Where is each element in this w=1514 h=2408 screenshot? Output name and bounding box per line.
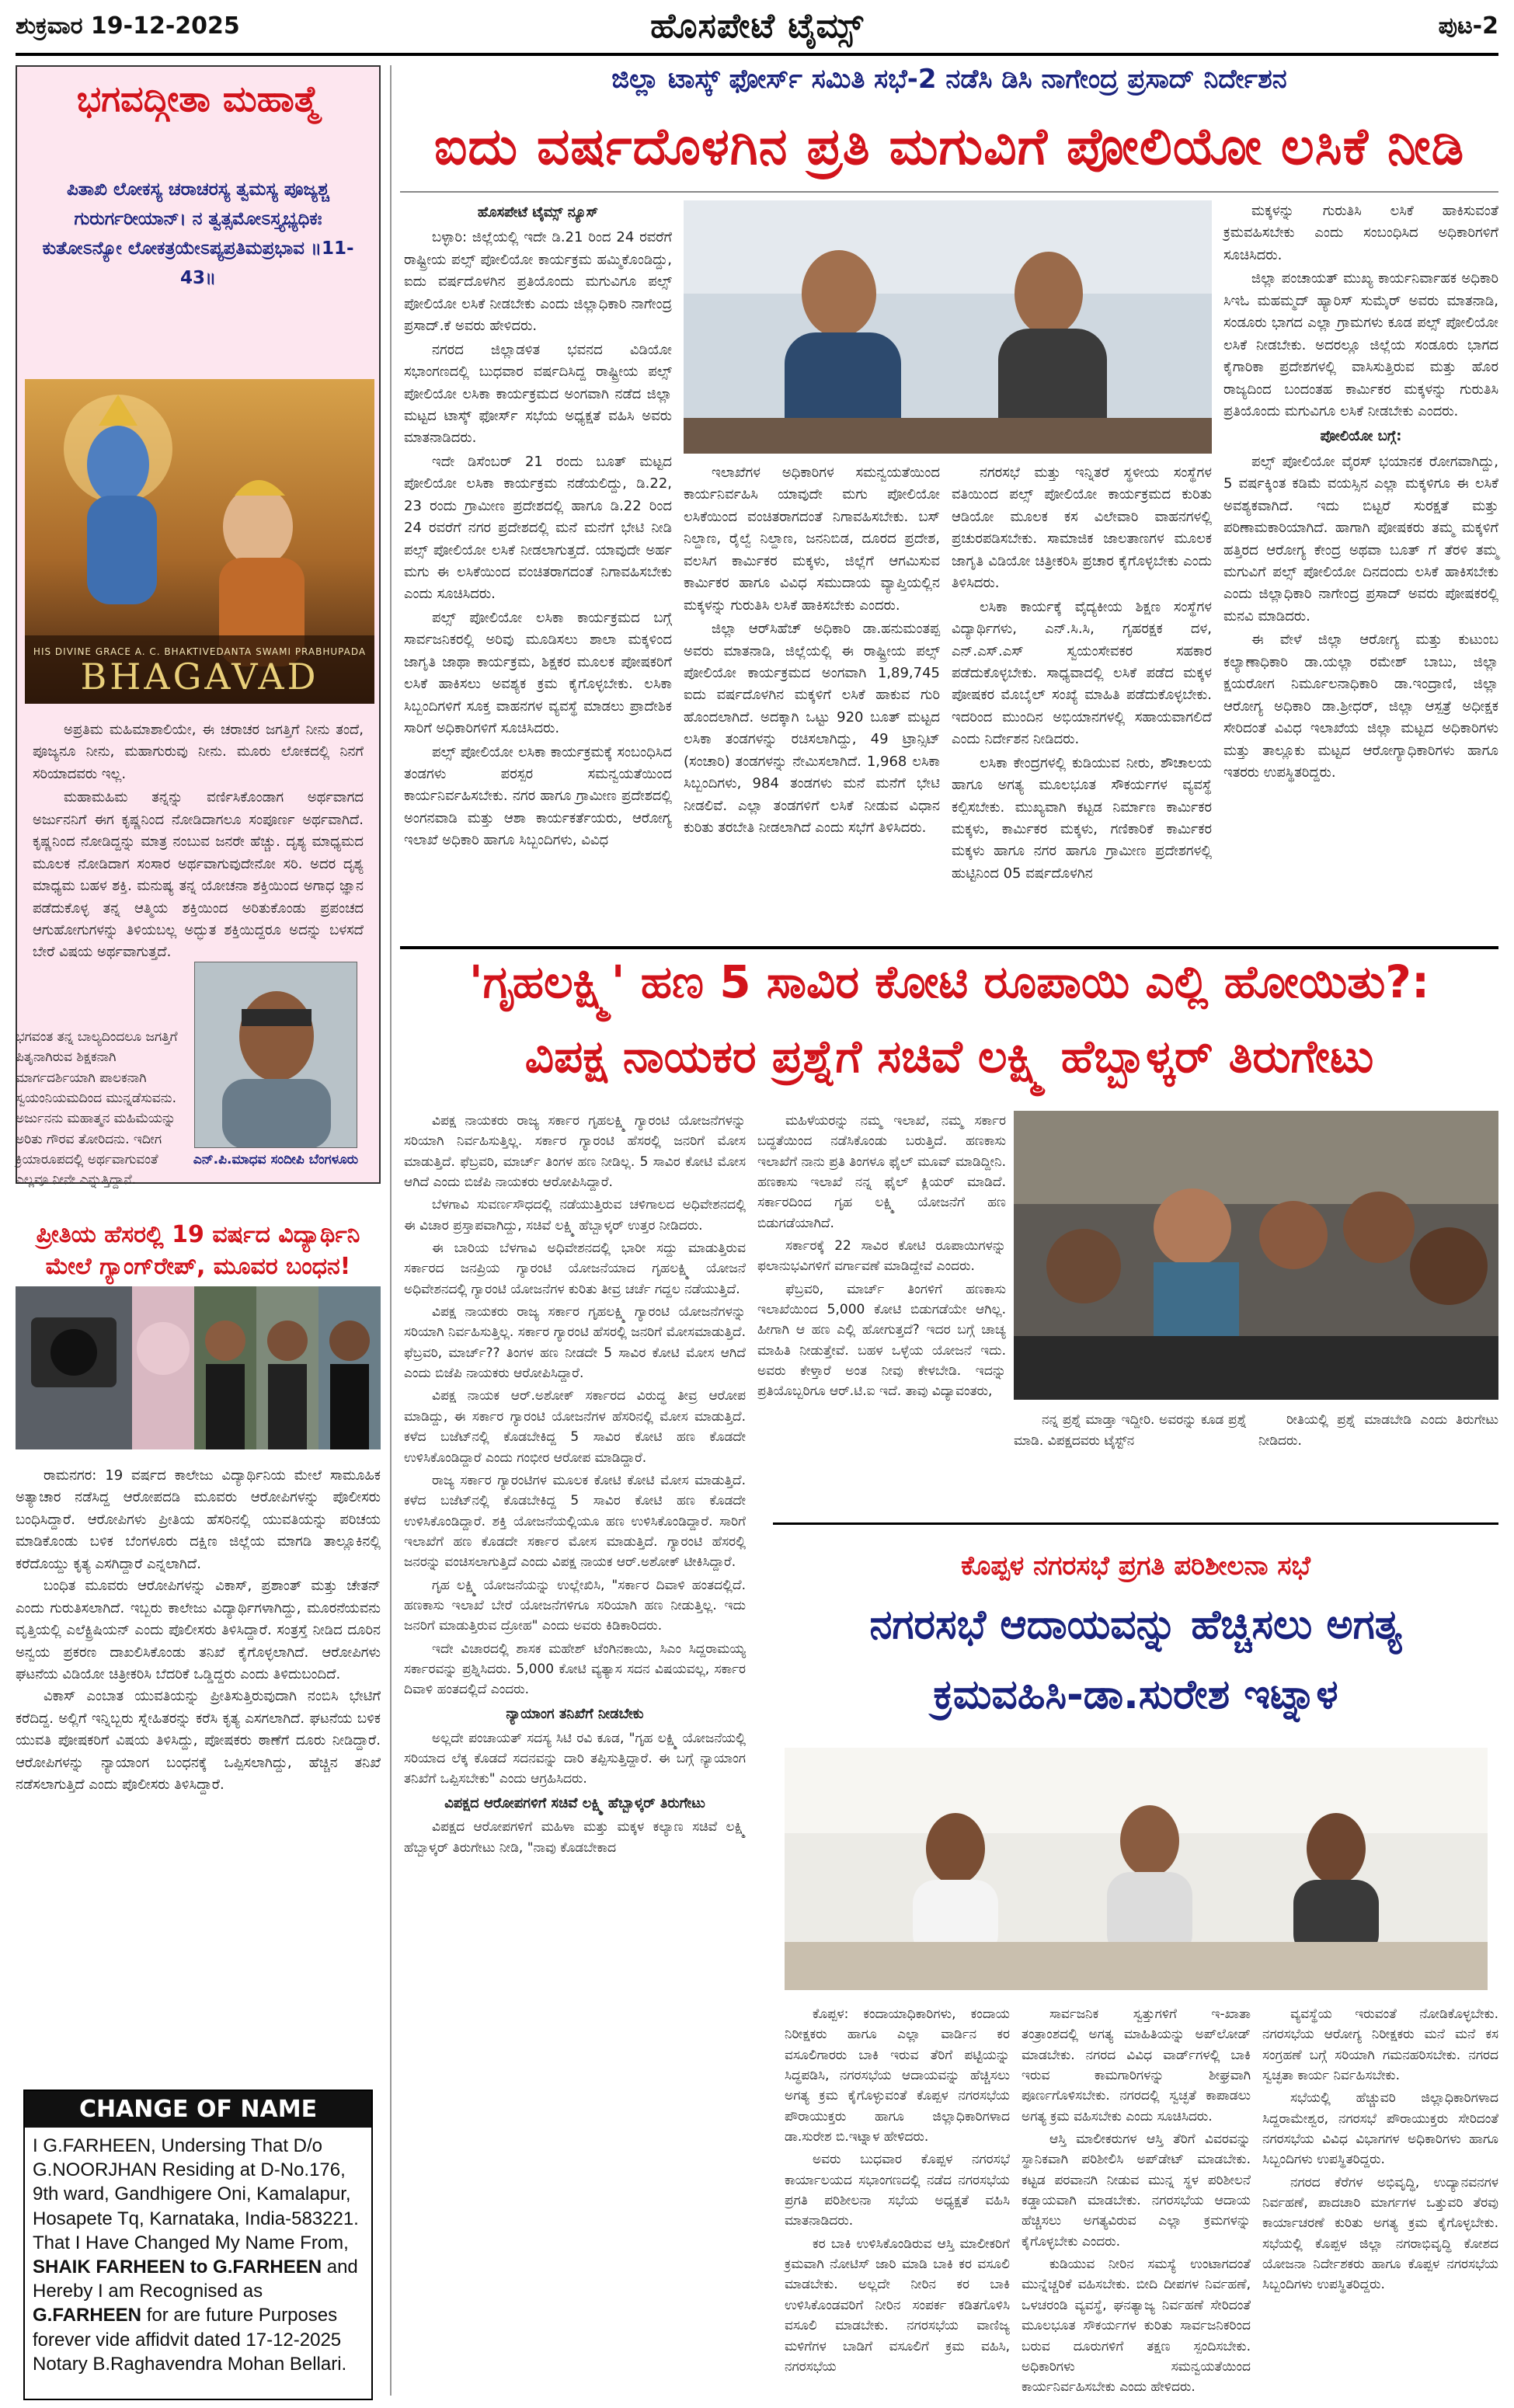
story3-photo [785,1748,1488,1990]
story-paragraph: ವಿಕಾಸ್ ಎಂಬಾತ ಯುವತಿಯನ್ನು ಪ್ರೀತಿಸುತ್ತಿರುವುದಾಗಿ ನಂಬಿಸಿ ಭೇಟಿಗೆ ಕರೆದಿದ್ದ. ಅಲ್ಲಿಗೆ ಇನ್ನಿಬ್ಬರು ಸ್ನೇಹಿತರನ್ನು ಕರೆಸಿ ಕೃತ್ಯ ಎಸಗಲಾಗಿದೆ. ಘಟನೆಯ ಬಳಿಕ ಯುವತಿ ಪೋಷಕರಿಗೆ ವಿಷಯ ತಿಳಿಸಿದ್ದು, ಪೋಷಕರು ಠಾಣೆಗೆ ದೂರು ನೀಡಿದ್ದಾರೆ. ಆರೋಪಿಗಳನ್ನು ನ್ಯಾಯಾಂಗ ಬಂಧನಕ್ಕೆ ಒಪ್ಪಿಸಲಾಗಿದ್ದು, ಹೆಚ್ಚಿನ ತನಿಖೆ ನಡೆಸಲಾಗುತ್ತಿದೆ ಎಂದು ಪೊಲೀಸರು ತಿಳಿಸಿದ್ದಾರೆ. [16,1688,381,1794]
story-paragraph: ಆಸ್ತಿ ಮಾಲೀಕರುಗಳ ಆಸ್ತಿ ತೆರಿಗೆ ವಿವರವನ್ನು ಸ್ಥಾನಿಕವಾಗಿ ಪರಿಶೀಲಿಸಿ ಅಪ್‌ಡೇಟ್ ಮಾಡಬೇಕು. ಕಟ್ಟಡ ಪರವಾನಗಿ ನೀಡುವ ಮುನ್ನ ಸ್ಥಳ ಪರಿಶೀಲನೆ ಕಡ್ಡಾಯವಾಗಿ ಮಾಡಬೇಕು. ನಗರಸಭೆಯ ಆದಾಯ ಹೆಚ್ಚಿಸಲು ಅಗತ್ಯವಿರುವ ಎಲ್ಲಾ ಕ್ರಮಗಳನ್ನು ಕೈಗೊಳ್ಳಬೇಕು ಎಂದರು. [1022,2131,1251,2250]
story3-headline-1: ನಗರಸಭೆ ಆದಾಯವನ್ನು ಹೆಚ್ಚಿಸಲು ಅಗತ್ಯ [869,1602,1402,1648]
illustration-caption: HIS DIVINE GRACE A. C. BHAKTIVEDANTA SWAMI PRABHUPADA [33,646,367,657]
story-paragraph: ಪಲ್ಸ್ ಪೋಲಿಯೋ ವೈರಸ್ ಭಯಾನಕ ರೋಗವಾಗಿದ್ದು, 5 ವರ್ಷಕ್ಕಿಂತ ಕಡಿಮೆ ವಯಸ್ಸಿನ ಎಲ್ಲಾ ಮಕ್ಕಳಿಗೂ ಈ ಲಸಿಕೆ ಅವಶ್ಯಕವಾಗಿದೆ. ಇದು ಬಿಟ್ಟರೆ ಸುರಕ್ಷತೆ ಮತ್ತು ಪರಿಣಾಮಕಾರಿಯಾಗಿದೆ. ಹಾಗಾಗಿ ಪೋಷಕರು ತಮ್ಮ ಮಕ್ಕಳಿಗೆ ಹತ್ತಿರದ ಆರೋಗ್ಯ ಕೇಂದ್ರ ಅಥವಾ ಬೂತ್ ಗೆ ತೆರಳಿ ತಮ್ಮ ಮಗುವಿಗೆ ಪಲ್ಸ್ ಪೋಲಿಯೋ ದಿನದಂದು ಲಸಿಕೆ ಹಾಕಿಸಬೇಕು ಎಂದು ಜಿಲ್ಲಾಧಿಕಾರಿ ನಾಗೇಂದ್ರ ಪ್ರಸಾದ್ ಅವರು ಪೋಷಕರಲ್ಲಿ ಮನವಿ ಮಾಡಿದರು. [1223,453,1498,625]
left-story-photo [16,1286,381,1449]
story3-kicker: ಕೊಪ್ಪಳ ನಗರಸಭೆ ಪ್ರಗತಿ ಪರಿಶೀಲನಾ ಸಭೆ [961,1550,1310,1582]
story3-column-2 [1022,2004,1251,2400]
story-paragraph: ಅವರು ಬುಧವಾರ ಕೊಪ್ಪಳ ನಗರಸಭೆ ಕಾರ್ಯಾಲಯದ ಸಭಾಂಗಣದಲ್ಲಿ ನಡೆದ ನಗರಸಭೆಯ ಪ್ರಗತಿ ಪರಿಶೀಲನಾ ಸಭೆಯ ಅಧ್ಯಕ್ಷತೆ ವಹಿಸಿ ಮಾತನಾಡಿದರು. [785,2152,1010,2229]
story2-column-1 [404,1111,746,1860]
gita-text [33,719,364,966]
story2-subhead: ವಿಪಕ್ಷದ ಆರೋಪಗಳಿಗೆ ಸಚಿವೆ ಲಕ್ಷ್ಮಿ ಹೆಬ್ಬಾಳ್ಕರ್ ತಿರುಗೇಟು [444,1794,705,1811]
notice-line: and Hereby I am Recognised as [33,2256,358,2302]
story1-photo [684,200,1212,454]
story-paragraph: ವಿಪಕ್ಷದ ಆರೋಪಗಳಿಗೆ ಮಹಿಳಾ ಮತ್ತು ಮಕ್ಕಳ ಕಲ್ಯಾಣ ಸಚಿವೆ ಲಕ್ಷ್ಮಿ ಹೆಬ್ಬಾಳ್ಕರ್ ತಿರುಗೇಟು ನೀಡಿ, "ನಾವು ಕೊಡಬೇಕಾದ [404,1819,746,1856]
issue-date: ಶುಕ್ರವಾರ 19-12-2025 [16,12,240,40]
story1-kicker: ಜಿಲ್ಲಾ ಟಾಸ್ಕ್ ಫೋರ್ಸ್ ಸಮಿತಿ ಸಭೆ-2 ನಡೆಸಿ ಡಿಸಿ ನಾಗೇಂದ್ರ ಪ್ರಸಾದ್ ನಿರ್ದೇಶನ [611,64,1287,95]
story-paragraph: ಮಕ್ಕಳನ್ನು ಗುರುತಿಸಿ ಲಸಿಕೆ ಹಾಕಿಸುವಂತೆ ಕ್ರಮವಹಿಸಬೇಕು ಎಂದು ಸಂಬಂಧಿಸಿದ ಅಧಿಕಾರಿಗಳಿಗೆ ಸೂಚಿಸಿದರು. [1223,203,1498,263]
story-paragraph: ಕುಡಿಯುವ ನೀರಿನ ಸಮಸ್ಯೆ ಉಂಟಾಗದಂತೆ ಮುನ್ನೆಚ್ಚರಿಕೆ ವಹಿಸಬೇಕು. ಬೀದಿ ದೀಪಗಳ ನಿರ್ವಹಣೆ, ಒಳಚರಂಡಿ ವ್ಯವಸ್ಥೆ, ಘನತ್ಯಾಜ್ಯ ನಿರ್ವಹಣೆ ಸೇರಿದಂತೆ ಮೂಲಭೂತ ಸೌಕರ್ಯಗಳ ಕುರಿತು ಸಾರ್ವಜನಿಕರಿಂದ ಬರುವ ದೂರುಗಳಿಗೆ ತಕ್ಷಣ ಸ್ಪಂದಿಸಬೇಕು. ಅಧಿಕಾರಿಗಳು ಸಮನ್ವಯತೆಯಿಂದ ಕಾರ್ಯನಿರ್ವಹಿಸಬೇಕು ಎಂದು ಹೇಳಿದರು. [1022,2257,1251,2396]
story3-headline-2: ಕ್ರಮವಹಿಸಿ-ಡಾ.ಸುರೇಶ ಇಟ್ನಾಳ [933,1672,1338,1718]
story2-column-4 [1258,1410,1498,1454]
author-name: ಎನ್.ಪಿ.ಮಾಧವ ಸಂದೀಪಿ ಬೆಂಗಳೂರು [193,1152,359,1167]
story-paragraph: ನಗರಸಭೆ ಮತ್ತು ಇನ್ನಿತರೆ ಸ್ಥಳೀಯ ಸಂಸ್ಥೆಗಳ ವತಿಯಿಂದ ಪಲ್ಸ್ ಪೋಲಿಯೋ ಕಾರ್ಯಕ್ರಮದ ಕುರಿತು ಆಡಿಯೋ ಮೂಲಕ ಕಸ ವಿಲೇವಾರಿ ವಾಹನಗಳಲ್ಲಿ ಪ್ರಚುರಪಡಿಸಬೇಕು. ಸಾಮಾಜಿಕ ಜಾಲತಾಣಗಳ ಮೂಲಕ ಜಾಗೃತಿ ವಿಡಿಯೋ ಚಿತ್ರೀಕರಿಸಿ ಪ್ರಚಾರ ಕೈಗೊಳ್ಳಬೇಕು ಎಂದು ತಿಳಿಸಿದರು. [952,465,1212,592]
story1-column-2 [684,462,940,840]
story1-headline: ಐದು ವರ್ಷದೊಳಗಿನ ಪ್ರತಿ ಮಗುವಿಗೆ ಪೋಲಿಯೋ ಲಸಿಕೆ ನೀಡಿ [433,117,1465,176]
story-paragraph: ಗೃಹ ಲಕ್ಷ್ಮಿ ಯೋಜನೆಯನ್ನು ಉಲ್ಲೇಖಿಸಿ, "ಸರ್ಕಾರ ದಿವಾಳಿ ಹಂತದಲ್ಲಿದೆ. ಹಣಕಾಸು ಇಲಾಖೆ ಬೇರೆ ಯೋಜನೆಗಳಿಗೂ ಸರಿಯಾಗಿ ಹಣ ನೀಡುತ್ತಿಲ್ಲ. ಇದು ಜನರಿಗೆ ಮಾಡುತ್ತಿರುವ ದ್ರೋಹ" ಎಂದು ಅವರು ಕಿಡಿಕಾರಿದರು. [404,1577,746,1634]
story-paragraph: ಇದೇ ವಿಚಾರದಲ್ಲಿ ಶಾಸಕ ಮಹೇಶ್ ಟೆಂಗಿನಕಾಯಿ, ಸಿಎಂ ಸಿದ್ದರಾಮಯ್ಯ ಸರ್ಕಾರವನ್ನು ಪ್ರಶ್ನಿಸಿದರು. 5,000 ಕೋಟಿ ವ್ಯತ್ಯಾಸ ಸದನ ವಿಷಯವಲ್ಲ, ಸರ್ಕಾರ ದಿವಾಳಿ ಹಂತದಲ್ಲಿದೆ ಎಂದರು. [404,1641,746,1698]
story-paragraph: ಕರ ಬಾಕಿ ಉಳಿಸಿಕೊಂಡಿರುವ ಆಸ್ತಿ ಮಾಲೀಕರಿಗೆ ಕ್ರಮವಾಗಿ ನೋಟಿಸ್ ಜಾರಿ ಮಾಡಿ ಬಾಕಿ ಕರ ವಸೂಲಿ ಮಾಡಬೇಕು. ಅಲ್ಲದೇ ನೀರಿನ ಕರ ಬಾಕಿ ಉಳಿಸಿಕೊಂಡವರಿಗೆ ನೀರಿನ ಸಂಪರ್ಕ ಕಡಿತಗೊಳಿಸಿ ವಸೂಲಿ ಮಾಡಬೇಕು. ನಗರಸಭೆಯ ವಾಣಿಜ್ಯ ಮಳಿಗೆಗಳ ಬಾಡಿಗೆ ವಸೂಲಿಗೆ ಕ್ರಮ ವಹಿಸಿ, ನಗರಸಭೆಯ [785,2236,1010,2375]
story-paragraph: ನನ್ನ ಪ್ರಶ್ನೆ ಮಾಡ್ತಾ ಇದ್ದೀರಿ. ಅವರನ್ನು ಕೂಡ ಪ್ರಶ್ನೆ ಮಾಡಿ. ವಿಪಕ್ಷದವರು ಟೈಸ್ಟ್‌ನ [1014,1412,1247,1449]
municipal-meeting-photo [785,1748,1488,1990]
story-paragraph: ಅಲ್ಲದೇ ಪಂಚಾಯತ್ ಸದಸ್ಯ ಸಿಟಿ ರವಿ ಕೂಡ, "ಗೃಹ ಲಕ್ಷ್ಮಿ ಯೋಜನೆಯಲ್ಲಿ ಸರಿಯಾದ ಲೆಕ್ಕ ಕೊಡದೆ ಸದನವನ್ನು ದಾರಿ ತಪ್ಪಿಸುತ್ತಿದ್ದಾರೆ. ಈ ಬಗ್ಗೆ ನ್ಯಾಯಾಂಗ ತನಿಖೆಗೆ ಒಪ್ಪಿಸಬೇಕು" ಎಂದು ಆಗ್ರಹಿಸಿದರು. [404,1730,746,1787]
author-portrait [195,962,357,1148]
story-paragraph: ವ್ಯವಸ್ಥೆಯ ಇರುವಂತೆ ನೋಡಿಕೊಳ್ಳಬೇಕು. ನಗರಸಭೆಯ ಆರೋಗ್ಯ ನಿರೀಕ್ಷಕರು ಮನೆ ಮನೆ ಕಸ ಸಂಗ್ರಹಣೆ ಬಗ್ಗೆ ಸರಿಯಾಗಿ ಗಮನಹರಿಸಬೇಕು. ನಗರದ ಸ್ವಚ್ಛತಾ ಕಾರ್ಯ ನಿರ್ವಹಿಸಬೇಕು. [1262,2006,1498,2084]
story-paragraph: ಲಸಿಕಾ ಕೇಂದ್ರಗಳಲ್ಲಿ ಕುಡಿಯುವ ನೀರು, ಶೌಚಾಲಯ ಹಾಗೂ ಅಗತ್ಯ ಮೂಲಭೂತ ಸೌಕರ್ಯಗಳ ವ್ಯವಸ್ಥೆ ಕಲ್ಪಿಸಬೇಕು. ಮುಖ್ಯವಾಗಿ ಕಟ್ಟಡ ನಿರ್ಮಾಣ ಕಾರ್ಮಿಕರ ಮಕ್ಕಳು, ಕಾರ್ಮಿಕರ ಮಕ್ಕಳು, ಗಣಿಕಾರಿಕೆ ಕಾರ್ಮಿಕರ ಮಕ್ಕಳು ಹಾಗೂ ನಗರ ಹಾಗೂ ಗ್ರಾಮೀಣ ಪ್ರದೇಶಗಳಲ್ಲಿ ಹುಟ್ಟಿನಿಂದ 05 ವರ್ಷದೊಳಗಿನ [952,754,1212,882]
notice-title: CHANGE OF NAME [25,2091,371,2128]
change-of-name-notice [23,2090,373,2400]
masthead [16,5,1498,56]
left-story-body [16,1465,381,1797]
story2-photo [1014,1111,1498,1400]
story-paragraph: ಮಹಿಳೆಯರನ್ನು ನಮ್ಮ ಇಲಾಖೆ, ನಮ್ಮ ಸರ್ಕಾರ ಬದ್ಧತೆಯಿಂದ ನಡೆಸಿಕೊಂಡು ಬರುತ್ತಿದೆ. ಹಣಕಾಸು ಇಲಾಖೆಗೆ ನಾನು ಪ್ರತಿ ತಿಂಗಳೂ ಫೈಲ್ ಮೂವ್ ಮಾಡಿದ್ದೀನಿ. ಹಣಕಾಸು ಇಲಾಖೆ ನನ್ನ ಫೈಲ್ ಕ್ಲಿಯರ್ ಮಾಡಿದೆ. ಸರ್ಕಾರದಿಂದ ಗೃಹ ಲಕ್ಷ್ಮಿ ಯೋಜನೆಗೆ ಹಣ ಬಿಡುಗಡೆಯಾಗಿದೆ. [757,1113,1006,1231]
story1-column-4 [1223,200,1498,785]
story1-column-3 [952,462,1212,886]
story-paragraph: ಪಲ್ಸ್ ಪೋಲಿಯೋ ಲಸಿಕಾ ಕಾರ್ಯಕ್ರಮಕ್ಕೆ ಸಂಬಂಧಿಸಿದ ತಂಡಗಳು ಪರಸ್ಪರ ಸಮನ್ವಯತೆಯಿಂದ ಕಾರ್ಯನಿರ್ವಹಿಸಬೇಕು. ನಗರ ಹಾಗೂ ಗ್ರಾಮೀಣ ಪ್ರದೇಶದಲ್ಲಿ ಅಂಗನವಾಡಿ ಮತ್ತು ಆಶಾ ಕಾರ್ಯಕರ್ತೆಯರು, ಆರೋಗ್ಯ ಇಲಾಖೆ ಅಧಿಕಾರಿ ಹಾಗೂ ಸಿಬ್ಬಂದಿಗಳು, ವಿವಿಧ [404,743,672,849]
story-paragraph: ಫೆಬ್ರವರಿ, ಮಾರ್ಚ್ ತಿಂಗಳಿಗೆ ಹಣಕಾಸು ಇಲಾಖೆಯಿಂದ 5,000 ಕೋಟಿ ಬಿಡುಗಡೆಯೇ ಆಗಿಲ್ಲ. ಹೀಗಾಗಿ ಆ ಹಣ ಎಲ್ಲಿ ಹೋಗುತ್ತದೆ? ಇದರ ಬಗ್ಗೆ ಚಾಚ್ಯ ಮಾಹಿತಿ ನೀಡುತ್ತೇವೆ. ಬಹಳ ಒಳ್ಳೆಯ ಯೋಜನೆ ಇದು. ಅವರು ಕೇಳ್ತಾರೆ ಅಂತ ನೀವು ಕೇಳಬೇಡಿ. ಇದನ್ನು ಪ್ರತಿಯೊಬ್ಬರಿಗೂ ಆರ್.ಟಿ.ಐ ಇದೆ. ತಾವು ವಿದ್ಯಾವಂತರು, [757,1281,1006,1400]
story-paragraph: ಸಭೆಯಲ್ಲಿ ಹೆಚ್ಚುವರಿ ಜಿಲ್ಲಾಧಿಕಾರಿಗಳಾದ ಸಿದ್ದರಾಮೇಶ್ವರ, ನಗರಸಭೆ ಪೌರಾಯುಕ್ತರು ಸೇರಿದಂತೆ ನಗರಸಭೆಯ ವಿವಿಧ ವಿಭಾಗಗಳ ಅಧಿಕಾರಿಗಳು ಹಾಗೂ ಸಿಬ್ಬಂದಿಗಳು ಉಪಸ್ಥಿತರಿದ್ದರು. [1262,2090,1498,2168]
story-paragraph: ವಿಪಕ್ಷ ನಾಯಕರು ರಾಜ್ಯ ಸರ್ಕಾರ ಗೃಹಲಕ್ಷ್ಮಿ ಗ್ಯಾರಂಟಿ ಯೋಜನೆಗಳನ್ನು ಸರಿಯಾಗಿ ನಿರ್ವಹಿಸುತ್ತಿಲ್ಲ. ಸರ್ಕಾರ ಗ್ಯಾರಂಟಿ ಹೆಸರಲ್ಲಿ ಜನರಿಗೆ ಮೋಸಮಾಡುತ್ತಿದೆ. ಫೆಬ್ರವರಿ, ಮಾರ್ಚ್?? ತಿಂಗಳ ಹಣ ನೀಡದೇ 5 ಸಾವಿರ ಕೋಟಿ ಮೋಸ ಆಗಿದೆ ಎಂದು ಬಿಜೆಪಿ ನಾಯಕರು ಆರೋಪಿಸಿದ್ದಾರೆ. [404,1304,746,1382]
story-paragraph: ಇಲಾಖೆಗಳ ಅಧಿಕಾರಿಗಳ ಸಮನ್ವಯತೆಯಿಂದ ಕಾರ್ಯನಿರ್ವಹಿಸಿ ಯಾವುದೇ ಮಗು ಪೋಲಿಯೋ ಲಸಿಕೆಯಿಂದ ವಂಚಿತರಾಗದಂತೆ ನಿಗಾವಹಿಸಬೇಕು. ಬಸ್ ನಿಲ್ದಾಣ, ರೈಲ್ವೆ ನಿಲ್ದಾಣ, ಜನನಿಬಿಡ, ದೂರದ ಪ್ರದೇಶ, ವಲಸಿಗ ಕಾರ್ಮಿಕರ ಮಕ್ಕಳು, ಜಿಲ್ಲೆಗೆ ಆಗಮಿಸುವ ಕಾರ್ಮಿಕರ ಹಾಗೂ ವಿವಿಧ ಸಮುದಾಯ ವ್ಯಾಪ್ತಿಯಲ್ಲಿನ ಮಕ್ಕಳನ್ನು ಗುರುತಿಸಿ ಲಸಿಕೆ ಹಾಕಿಸಬೇಕು ಎಂದರು. [684,465,940,614]
story1-subhead: ಪೋಲಿಯೋ ಬಗ್ಗೆ: [1320,428,1402,445]
story-paragraph: ಕೊಪ್ಪಳ: ಕಂದಾಯಾಧಿಕಾರಿಗಳು, ಕಂದಾಯ ನಿರೀಕ್ಷಕರು ಹಾಗೂ ಎಲ್ಲಾ ವಾರ್ಡಿನ ಕರ ವಸೂಲಿಗಾರರು ಬಾಕಿ ಇರುವ ತೆರಿಗೆ ಪಟ್ಟಿಯನ್ನು ಸಿದ್ಧಪಡಿಸಿ, ನಗರಸಭೆಯ ಆದಾಯವನ್ನು ಹೆಚ್ಚಿಸಲು ಅಗತ್ಯ ಕ್ರಮ ಕೈಗೊಳ್ಳುವಂತೆ ಕೊಪ್ಪಳ ನಗರಸಭೆಯ ಪೌರಾಯುಕ್ತರು ಹಾಗೂ ಜಿಲ್ಲಾಧಿಕಾರಿಗಳಾದ ಡಾ.ಸುರೇಶ ಬಿ.ಇಟ್ನಾಳ ಹೇಳಿದರು. [785,2006,1010,2145]
accused-photos [16,1286,381,1449]
illustration-title: BHAGAVAD [80,656,319,698]
notice-to: to [190,2256,208,2278]
story3-rule [773,1522,1498,1525]
minister-crowd-photo [1014,1111,1498,1400]
notice-recognised-name: G.FARHEEN [33,2305,142,2326]
dc-meeting-photo [684,200,1212,454]
gita-paragraph: ಅಪ್ರತಿಮ ಮಹಿಮಾಶಾಲಿಯೇ, ಈ ಚರಾಚರ ಜಗತ್ತಿಗೆ ನೀನು ತಂದೆ, ಪೂಜ್ಯನೂ ನೀನು, ಮಹಾಗುರುವು ನೀನು. ಮೂರು ಲೋಕದಲ್ಲಿ ನಿನಗೆ ಸರಿಯಾದವರು ಇಲ್ಲ. [33,722,364,782]
story2-column-2 [757,1111,1006,1404]
author-photo [194,962,357,1148]
gita-title: ಭಗವದ್ಗೀತಾ ಮಹಾತ್ಮೆ [76,78,320,120]
story-paragraph: ನಗರದ ಕೆರೆಗಳ ಅಭಿವೃದ್ಧಿ, ಉದ್ಯಾನವನಗಳ ನಿರ್ವಹಣೆ, ಪಾದಚಾರಿ ಮಾರ್ಗಗಳ ಒತ್ತುವರಿ ತೆರವು ಕಾರ್ಯಾಚರಣೆ ಕುರಿತು ಅಗತ್ಯ ಕ್ರಮ ಕೈಗೊಳ್ಳಬೇಕು. ಸಭೆಯಲ್ಲಿ ಕೊಪ್ಪಳ ಜಿಲ್ಲಾ ನಗರಾಭಿವೃದ್ಧಿ ಕೋಶದ ಯೋಜನಾ ನಿರ್ದೇಶಕರು ಹಾಗೂ ಕೊಪ್ಪಳ ನಗರಸಭೆಯ ಸಿಬ್ಬಂದಿಗಳು ಉಪಸ್ಥಿತರಿದ್ದರು. [1262,2174,1498,2293]
newspaper-title: ಹೊಸಪೇಟೆ ಟೈಮ್ಸ್ [650,6,864,46]
gita-shloka: ಪಿತಾಖಿ ಲೋಕಸ್ಯ ಚರಾಚರಸ್ಯ ತ್ವಮಸ್ಯ ಪೂಜ್ಯಶ್ಚ ಗುರುರ್ಗರೀಯಾನ್। ನ ತ್ವತ್ಸಮೋಽಸ್ತ್ಯಭ್ಯಧಿಕಃ ಕುತೋಽನ್ಯೋ ಲೋಕತ್ರಯೇಽಪ್ಯಪ್ರತಿಮಪ್ರಭಾವ ॥11-43॥ [42,179,354,288]
story-paragraph: ಇದೇ ಡಿಸೆಂಬರ್ 21 ರಂದು ಬೂತ್ ಮಟ್ಟದ ಪೋಲಿಯೋ ಲಸಿಕಾ ಕಾರ್ಯಕ್ರಮ ನಡೆಯಲಿದ್ದು, ಡಿ.22, 23 ರಂದು ಗ್ರಾಮೀಣ ಪ್ರದೇಶದಲ್ಲಿ ಹಾಗೂ ಡಿ.22 ರಿಂದ 24 ರವರೆಗೆ ನಗರ ಪ್ರದೇಶದಲ್ಲಿ ಮನೆ ಮನೆಗೆ ಭೇಟಿ ನೀಡಿ ಪಲ್ಸ್ ಪೋಲಿಯೋ ಲಸಿಕೆ ನೀಡಲಾಗುತ್ತದೆ. ಯಾವುದೇ ಅರ್ಹ ಮಗು ಈ ಲಸಿಕೆಯಿಂದ ವಂಚಿತರಾಗದಂತೆ ನಿಗಾವಹಿಸಬೇಕು ಎಂದು ಸೂಚಿಸಿದರು. [404,453,672,603]
story-paragraph: ಈ ಬಾರಿಯ ಬೆಳಗಾವಿ ಅಧಿವೇಶನದಲ್ಲಿ ಭಾರೀ ಸದ್ದು ಮಾಡುತ್ತಿರುವ ಸರ್ಕಾರದ ಜನಪ್ರಿಯ ಗ್ಯಾರಂಟಿ ಯೋಜನೆಯಾದ ಗೃಹಲಕ್ಷ್ಮಿ ಯೋಜನೆ ಅಧಿವೇಶನದಲ್ಲಿ ಗ್ಯಾರಂಟಿ ಯೋಜನೆಗಳ ಕುರಿತು ತೀವ್ರ ಚರ್ಚೆ ಗದ್ದಲ ನಡೆಯುತ್ತಿದೆ. [404,1241,746,1297]
gita-paragraph: ಮಹಾಮಹಿಮ ತನ್ನನ್ನು ವರ್ಣಿಸಿಕೊಂಡಾಗ ಅರ್ಥವಾಗದ ಅರ್ಜುನನಿಗೆ ಈಗ ಕೃಷ್ಣನಿಂದ ನೋಡಿದಾಗಲೂ ಸಂಪೂರ್ಣ ಅರ್ಥವಾಗಿದೆ. ಕೃಷ್ಣನಿಂದ ನೋಡಿದ್ದನ್ನು ಮಾತ್ರ ನಂಬುವ ಜನರೇ ಹೆಚ್ಚು. ದೃಶ್ಯ ಮಾಧ್ಯಮದ ಮೂಲಕ ನೋಡಿದಾಗ ಸಂಸಾರ ಅರ್ಥವಾಗುವುದೇನೋ ಸರಿ. ಅದರ ದೃಶ್ಯ ಮಾಧ್ಯಮ ಬಹಳ ಶಕ್ತಿ. ಮನುಷ್ಯ ತನ್ನ ಯೋಚನಾ ಶಕ್ತಿಯಿಂದ ಅಗಾಧ ಜ್ಞಾನ ಪಡೆದುಕೊಳ್ಳ ತನ್ನ ಆತ್ಮಿಯ ಶಕ್ತಿಯಿಂದ ಅರಿತುಕೊಂಡು ಪ್ರಪಂಚದ ಆಗುಹೋಗುಗಳನ್ನು ತಿಳಿಯಬಲ್ಲ ಅದ್ಭುತ ಶಕ್ತಿಯಿದ್ದರೂ ಅದನ್ನು ಬಳಸದೆ ಬೇರೆ ವಿಷಯ ಅರ್ಥವಾಗುತ್ತದೆ. [33,789,364,961]
story2-rule [400,946,1498,949]
story2-column-3 [1014,1410,1247,1454]
column-divider [390,65,392,2396]
story-paragraph: ಬಂಧಿತ ಮೂವರು ಆರೋಪಿಗಳನ್ನು ವಿಕಾಸ್, ಪ್ರಶಾಂತ್ ಮತ್ತು ಚೇತನ್ ಎಂದು ಗುರುತಿಸಲಾಗಿದೆ. ಇಬ್ಬರು ಕಾಲೇಜು ವಿದ್ಯಾರ್ಥಿಗಳಾಗಿದ್ದು, ಮೂರನೆಯವನು ವೃತ್ತಿಯಲ್ಲಿ ಎಲೆಕ್ಟ್ರಿಷಿಯನ್ ಎಂದು ಪೊಲೀಸರು ತಿಳಿಸಿದ್ದಾರೆ. ಸಂತ್ರಸ್ತೆ ನೀಡಿದ ದೂರಿನ ಅನ್ವಯ ಪ್ರಕರಣ ದಾಖಲಿಸಿಕೊಂಡು ತನಿಖೆ ಕೈಗೊಳ್ಳಲಾಗಿದೆ. ಆರೋಪಿಗಳು ಘಟನೆಯ ವಿಡಿಯೋ ಚಿತ್ರೀಕರಿಸಿ ಬೆದರಿಕೆ ಒಡ್ಡಿದ್ದರು ಎಂದು ತಿಳಿದುಬಂದಿದೆ. [16,1578,381,1682]
notice-old-name: SHAIK FARHEEN [33,2256,186,2278]
story3-column-3 [1262,2004,1498,2298]
left-story-headline: ಪ್ರೀತಿಯ ಹೆಸರಲ್ಲಿ 19 ವರ್ಷದ ವಿದ್ಯಾರ್ಥಿನಿ ಮೇಲೆ ಗ್ಯಾಂಗ್‌ರೇಪ್, ಮೂವರ ಬಂಧನ! [36,1221,360,1280]
notice-text [25,2128,371,2382]
story2-headline-1: 'ಗೃಹಲಕ್ಷ್ಮಿ' ಹಣ 5 ಸಾವಿರ ಕೋಟಿ ರೂಪಾಯಿ ಎಲ್ಲಿ ಹೋಯಿತು?: [468,955,1430,1008]
story1-byline: ಹೊಸಪೇಟೆ ಟೈಮ್ಸ್ ನ್ಯೂಸ್ [477,204,599,221]
story1-rule [400,191,1498,193]
notice-line: for are future Purposes forever vide affidvit dated 17-12-2025 Notary B.Raghavendra Mohan Bellari. [33,2305,347,2375]
story-paragraph: ಜಿಲ್ಲಾ ಆರ್‌ಸಿಹೆಚ್ ಅಧಿಕಾರಿ ಡಾ.ಹನುಮಂತಪ್ಪ ಅವರು ಮಾತನಾಡಿ, ಜಿಲ್ಲೆಯಲ್ಲಿ ಈ ರಾಷ್ಟ್ರೀಯ ಪಲ್ಸ್ ಪೋಲಿಯೋ ಕಾರ್ಯಕ್ರಮದ ಅಂಗವಾಗಿ 1,89,745 ಐದು ವರ್ಷದೊಳಗಿನ ಮಕ್ಕಳಿಗೆ ಲಸಿಕೆ ಹಾಕುವ ಗುರಿ ಹೊಂದಲಾಗಿದೆ. ಅದಕ್ಕಾಗಿ ಒಟ್ಟು 920 ಬೂತ್ ಮಟ್ಟದ ಲಸಿಕಾ ತಂಡಗಳನ್ನು ರಚಿಸಲಾಗಿದ್ದು, 49 ಟ್ರಾನ್ಸಿಟ್ (ಸಂಚಾರಿ) ತಂಡಗಳನ್ನು ನೇಮಿಸಲಾಗಿದೆ. 1,968 ಲಸಿಕಾ ಸಿಬ್ಬಂದಿಗಳು, 984 ತಂಡಗಳು ಮನೆ ಮನೆಗೆ ಭೇಟಿ ನೀಡಲಿವೆ. ಎಲ್ಲಾ ತಂಡಗಳಿಗೆ ಲಸಿಕೆ ನೀಡುವ ವಿಧಾನ ಕುರಿತು ತರಬೇತಿ ನೀಡಲಾಗಿದೆ ಎಂದು ಸಭೆಗೆ ತಿಳಿಸಿದರು. [684,621,940,836]
story-paragraph: ಸರ್ಕಾರಕ್ಕೆ 22 ಸಾವಿರ ಕೋಟಿ ರೂಪಾಯಿಗಳನ್ನು ಫಲಾನುಭವಿಗಳಿಗೆ ವರ್ಗಾವಣೆ ಮಾಡಿದ್ದೇವೆ ಎಂದರು. [757,1238,1006,1275]
story3-column-1 [785,2004,1010,2379]
story1-column-1 [404,199,672,854]
story-paragraph: ರಾಮನಗರ: 19 ವರ್ಷದ ಕಾಲೇಜು ವಿದ್ಯಾರ್ಥಿನಿಯ ಮೇಲೆ ಸಾಮೂಹಿಕ ಅತ್ಯಾಚಾರ ನಡೆಸಿದ್ದ ಆರೋಪದಡಿ ಮೂವರು ಆರೋಪಿಗಳನ್ನು ಪೊಲೀಸರು ಬಂಧಿಸಿದ್ದಾರೆ. ಆರೋಪಿಗಳು ಪ್ರೀತಿಯ ಹೆಸರಿನಲ್ಲಿ ಯುವತಿಯನ್ನು ಪರಿಚಯ ಮಾಡಿಕೊಂಡು ಬಳಿಕ ಬೆಂಗಳೂರು ದಕ್ಷಿಣ ಜಿಲ್ಲೆಯ ಮಾಗಡಿ ತಾಲ್ಲೂಕಿನಲ್ಲಿ ಕರೆದೊಯ್ದು ಕೃತ್ಯ ಎಸಗಿದ್ದಾರೆ ಎನ್ನಲಾಗಿದೆ. [16,1467,381,1572]
story-paragraph: ಬೆಳಗಾವಿ ಸುವರ್ಣಸೌಧದಲ್ಲಿ ನಡೆಯುತ್ತಿರುವ ಚಳಿಗಾಲದ ಅಧಿವೇಶನದಲ್ಲಿ ಈ ವಿಚಾರ ಪ್ರಸ್ತಾಪವಾಗಿದ್ದು, ಸಚಿವೆ ಲಕ್ಷ್ಮಿ ಹೆಬ್ಬಾಳ್ಕರ್ ಉತ್ತರ ನೀಡಿದರು. [404,1197,746,1234]
gita-paragraph: ಭಗವಂತ ತನ್ನ ಬಾಲ್ಯದಿಂದಲೂ ಜಗತ್ತಿಗೆ ಪಿತೃನಾಗಿರುವ ಶಿಕ್ಷಕನಾಗಿ ಮಾರ್ಗದರ್ಶಿಯಾಗಿ ಪಾಲಕನಾಗಿ ಸ್ವಯಂನಿಯಮದಿಂದ ಮುನ್ನಡೆಸುವನು. ಅರ್ಜುನನು ಮಹಾತ್ಮನ ಮಹಿಮೆಯನ್ನು ಅರಿತು ಗೌರವ ತೋರಿದನು. ಇದೀಗ ಕ್ರಿಯಾರೂಪದಲ್ಲಿ ಅರ್ಥವಾಗುವಂತೆ ಎಲ್ಲವೂ ನೀನೇ ಎನ್ನುತ್ತಿದ್ದಾನೆ. [16,1029,178,1188]
story-paragraph: ಸಾರ್ವಜನಿಕ ಸ್ವತ್ತುಗಳಿಗೆ ಇ-ಖಾತಾ ತಂತ್ರಾಂಶದಲ್ಲಿ ಅಗತ್ಯ ಮಾಹಿತಿಯನ್ನು ಅಪ್‌ಲೋಡ್ ಮಾಡಬೇಕು. ನಗರದ ವಿವಿಧ ವಾರ್ಡ್‌ಗಳಲ್ಲಿ ಬಾಕಿ ಇರುವ ಕಾಮಗಾರಿಗಳನ್ನು ಶೀಘ್ರವಾಗಿ ಪೂರ್ಣಗೊಳಿಸಬೇಕು. ನಗರದಲ್ಲಿ ಸ್ವಚ್ಛತೆ ಕಾಪಾಡಲು ಅಗತ್ಯ ಕ್ರಮ ವಹಿಸಬೇಕು ಎಂದು ಸೂಚಿಸಿದರು. [1022,2006,1251,2124]
story2-headline-2: ವಿಪಕ್ಷ ನಾಯಕರ ಪ್ರಶ್ನೆಗೆ ಸಚಿವೆ ಲಕ್ಷ್ಮಿ ಹೆಬ್ಬಾಳ್ಕರ್ ತಿರುಗೇಟು [524,1030,1374,1083]
story-paragraph: ಬಳ್ಳಾರಿ: ಜಿಲ್ಲೆಯಲ್ಲಿ ಇದೇ ಡಿ.21 ರಿಂದ 24 ರವರೆಗೆ ರಾಷ್ಟ್ರೀಯ ಪಲ್ಸ್ ಪೋಲಿಯೋ ಕಾರ್ಯಕ್ರಮ ಹಮ್ಮಿಕೊಂಡಿದ್ದು, ಐದು ವರ್ಷದೊಳಗಿನ ಪ್ರತಿಯೊಂದು ಮಗುವಿಗೂ ಪಲ್ಸ್ ಪೋಲಿಯೋ ಲಸಿಕೆ ನೀಡಬೇಕು ಎಂದು ಜಿಲ್ಲಾಧಿಕಾರಿ ನಾಗೇಂದ್ರ ಪ್ರಸಾದ್.ಕೆ ಅವರು ಹೇಳಿದರು. [404,229,672,335]
notice-line: I G.FARHEEN, Undersing That D/o G.NOORJHAN Residing at D-No.176, 9th ward, Gandhigere Oni, Kamalapur, Hosapete Tq, Karnataka, India-583221. That I Have Changed My Name From, [33,2135,359,2253]
story-paragraph: ಈ ವೇಳೆ ಜಿಲ್ಲಾ ಆರೋಗ್ಯ ಮತ್ತು ಕುಟುಂಬ ಕಲ್ಯಾಣಾಧಿಕಾರಿ ಡಾ.ಯಲ್ಲಾ ರಮೇಶ್ ಬಾಬು, ಜಿಲ್ಲಾ ಕ್ಷಯರೋಗ ನಿರ್ಮೂಲನಾಧಿಕಾರಿ ಡಾ.ಇಂದ್ರಾಣಿ, ಜಿಲ್ಲಾ ಆರೋಗ್ಯ ಅಧಿಕಾರಿ ಡಾ.ಶ್ರೀಧರ್, ಜಿಲ್ಲಾ ಆಸ್ಪತ್ರೆ ಅಧೀಕ್ಷಕ ಸೇರಿದಂತೆ ವಿವಿಧ ಇಲಾಖೆಯ ಜಿಲ್ಲಾ ಮಟ್ಟದ ಅಧಿಕಾರಿಗಳು ಮತ್ತು ತಾಲ್ಲೂಕು ಮಟ್ಟದ ಆರೋಗ್ಯಾಧಿಕಾರಿಗಳು ಹಾಗೂ ಇತರರು ಉಪಸ್ಥಿತರಿದ್ದರು. [1223,632,1498,781]
page-number: ಪುಟ-2 [1438,12,1498,40]
story-paragraph: ನಗರದ ಜಿಲ್ಲಾಡಳಿತ ಭವನದ ವಿಡಿಯೋ ಸಭಾಂಗಣದಲ್ಲಿ ಬುಧವಾರ ವರ್ಷದಿಸಿದ್ದ ರಾಷ್ಟ್ರೀಯ ಪಲ್ಸ್ ಪೋಲಿಯೋ ಲಸಿಕಾ ಕಾರ್ಯಕ್ರಮದ ಅಂಗವಾಗಿ ನಡೆದ ಜಿಲ್ಲಾ ಮಟ್ಟದ ಟಾಸ್ಕ್ ಫೋರ್ಸ್ ಸಭೆಯ ಅಧ್ಯಕ್ಷತೆ ವಹಿಸಿ ಅವರು ಮಾತನಾಡಿದರು. [404,341,672,447]
story-paragraph: ವಿಪಕ್ಷ ನಾಯಕರು ರಾಜ್ಯ ಸರ್ಕಾರ ಗೃಹಲಕ್ಷ್ಮಿ ಗ್ಯಾರಂಟಿ ಯೋಜನೆಗಳನ್ನು ಸರಿಯಾಗಿ ನಿರ್ವಹಿಸುತ್ತಿಲ್ಲ. ಸರ್ಕಾರ ಗ್ಯಾರಂಟಿ ಹೆಸರಲ್ಲಿ ಜನರಿಗೆ ಮೋಸ ಮಾಡುತ್ತಿದೆ. ಫೆಬ್ರವರಿ, ಮಾರ್ಚ್ ತಿಂಗಳ ಹಣ ನೀಡಿಲ್ಲ. 5 ಸಾವಿರ ಕೋಟಿ ಮೋಸ ಆಗಿದೆ ಎಂದು ಬಿಜೆಪಿ ನಾಯಕರು ಆರೋಪಿಸಿದ್ದಾರೆ. [404,1113,746,1191]
story-paragraph: ಜಿಲ್ಲಾ ಪಂಚಾಯತ್ ಮುಖ್ಯ ಕಾರ್ಯನಿರ್ವಾಹಕ ಅಧಿಕಾರಿ ಸಿಇಓ ಮಹಮ್ಮದ್ ಹ್ಯಾರಿಸ್ ಸುಮೈರ್ ಅವರು ಮಾತನಾಡಿ, ಸಂಡೂರು ಭಾಗದ ಎಲ್ಲಾ ಗ್ರಾಮಗಳು ಕೂಡ ಪಲ್ಸ್ ಪೋಲಿಯೋ ಲಸಿಕೆ ನೀಡಬೇಕು. ಅದರಲ್ಲೂ ಜಿಲ್ಲೆಯ ಸಂಡೂರು ಭಾಗದ ಕೈಗಾರಿಕಾ ಪ್ರದೇಶಗಳಲ್ಲಿ ವಾಸಿಸುತ್ತಿರುವ ಮತ್ತು ಹೊರ ರಾಜ್ಯದಿಂದ ಬಂದಂತಹ ಕಾರ್ಮಿಕರ ಮಕ್ಕಳನ್ನು ಗುರುತಿಸಿ ಪ್ರತಿಯೊಂದು ಮಗುವಿಗೂ ಲಸಿಕೆ ನೀಡಬೇಕು ಎಂದರು. [1223,270,1498,419]
story-paragraph: ರೀತಿಯಲ್ಲಿ ಪ್ರಶ್ನೆ ಮಾಡಬೇಡಿ ಎಂದು ತಿರುಗೇಟು ನೀಡಿದರು. [1258,1412,1498,1449]
story2-subhead: ನ್ಯಾಯಾಂಗ ತನಿಖೆಗೆ ನೀಡಬೇಕು [506,1705,644,1722]
story-paragraph: ಲಸಿಕಾ ಕಾರ್ಯಕ್ಕೆ ವೈದ್ಯಕೀಯ ಶಿಕ್ಷಣ ಸಂಸ್ಥೆಗಳ ವಿದ್ಯಾರ್ಥಿಗಳು, ಎನ್.ಸಿ.ಸಿ, ಗೃಹರಕ್ಷಕ ದಳ, ಎನ್.ಎಸ್.ಎಸ್ ಸ್ವಯಂಸೇವಕರ ಸಹಕಾರ ಪಡೆದುಕೊಳ್ಳಬೇಕು. ಸಾಧ್ಯವಾದಲ್ಲಿ ಲಸಿಕೆ ಪಡೆದ ಮಕ್ಕಳ ಪೋಷಕರ ಮೊಬೈಲ್ ಸಂಖ್ಯೆ ಮಾಹಿತಿ ಪಡೆದುಕೊಳ್ಳಬೇಕು. ಇದರಿಂದ ಮುಂದಿನ ಅಭಿಯಾನಗಳಲ್ಲಿ ಸಹಾಯವಾಗಲಿದೆ ಎಂದು ನಿರ್ದೇಶನ ನೀಡಿದರು. [952,598,1212,748]
story-paragraph: ಪಲ್ಸ್ ಪೋಲಿಯೋ ಲಸಿಕಾ ಕಾರ್ಯಕ್ರಮದ ಬಗ್ಗೆ ಸಾರ್ವಜನಿಕರಲ್ಲಿ ಅರಿವು ಮೂಡಿಸಲು ಶಾಲಾ ಮಕ್ಕಳಿಂದ ಜಾಗೃತಿ ಜಾಥಾ ಕಾರ್ಯಕ್ರಮ, ಶಿಕ್ಷಕರ ಮೂಲಕ ಪೋಷಕರಿಗೆ ಲಸಿಕೆ ಹಾಕಿಸಲು ಅವಶ್ಯಕ ಕ್ರಮ ಕೈಗೊಳ್ಳಬೇಕು. ಲಸಿಕಾ ಸಿಬ್ಬಂದಿಗಳಿಗೆ ಸೂಕ್ತ ವಾಹನಗಳ ವ್ಯವಸ್ಥೆ ಮಾಡಲು ಪ್ರಾದೇಶಿಕ ಸಾರಿಗೆ ಅಧಿಕಾರಿಗಳಿಗೆ ಸೂಚಿಸಿದರು. [404,609,672,737]
notice-new-name: G.FARHEEN [213,2256,322,2278]
story-paragraph: ರಾಜ್ಯ ಸರ್ಕಾರ ಗ್ಯಾರಂಟಿಗಳ ಮೂಲಕ ಕೋಟಿ ಕೋಟಿ ಮೋಸ ಮಾಡುತ್ತಿದೆ. ಕಳೆದ ಬಜೆಟ್‌ನಲ್ಲಿ ಕೊಡಬೇಕಿದ್ದ 5 ಸಾವಿರ ಕೋಟಿ ಹಣ ಕೊಡದೇ ಉಳಿಸಿಕೊಂಡಿದ್ದಾರೆ. ಶಕ್ತಿ ಯೋಜನೆಯಲ್ಲಿಯೂ ಹಣ ಉಳಿಸಿಕೊಂಡಿದ್ದಾರೆ. ಸಾರಿಗೆ ಇಲಾಖೆಗೆ ಹಣ ಕೊಡದೇ ಸರ್ಕಾರ ಮೋಸ ಮಾಡುತ್ತಿದೆ. ಗ್ಯಾರಂಟಿ ಹೆಸರಲ್ಲಿ ಜನರನ್ನು ವಂಚಿಸಲಾಗುತ್ತಿದೆ ಎಂದು ವಿಪಕ್ಷ ನಾಯಕ ಆರ್.ಅಶೋಕ್ ಟೀಕಿಸಿದ್ದಾರೆ. [404,1472,746,1571]
gita-illustration [25,379,374,704]
story-paragraph: ವಿಪಕ್ಷ ನಾಯಕ ಆರ್.ಅಶೋಕ್ ಸರ್ಕಾರದ ವಿರುದ್ಧ ತೀವ್ರ ಆರೋಪ ಮಾಡಿದ್ದು, ಈ ಸರ್ಕಾರ ಗ್ಯಾರಂಟಿ ಯೋಜನೆಗಳ ಹೆಸರಿನಲ್ಲಿ ಮೋಸ ಮಾಡುತ್ತಿದೆ. ಕಳೆದ ಬಜೆಟ್‌ನಲ್ಲಿ ಕೊಡಬೇಕಿದ್ದ 5 ಸಾವಿರ ಕೋಟಿ ಹಣ ಕೊಡದೇ ಉಳಿಸಿಕೊಂಡಿದ್ದಾರೆ ಎಂದು ಗಂಭೀರ ಆರೋಪ ಮಾಡಿದ್ದಾರೆ. [404,1388,746,1466]
